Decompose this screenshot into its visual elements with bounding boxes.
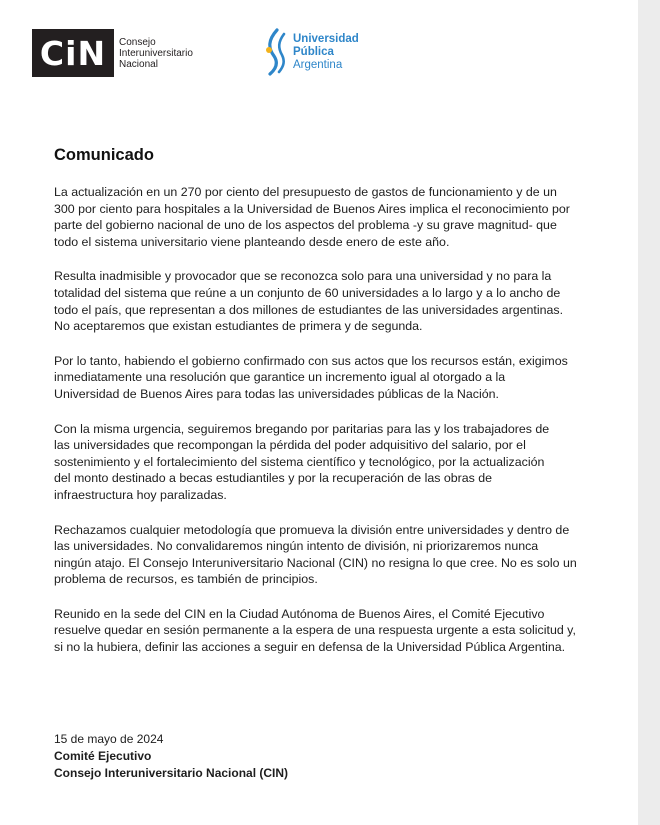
text-line: Con la misma urgencia, seguiremos bregando por paritarias para las y los trabajadores de [54,421,550,436]
document-date: 15 de mayo de 2024 [54,732,164,746]
paragraph [54,421,578,504]
committee-name: Comité Ejecutivo [54,749,152,763]
cin-logo-text [119,37,193,70]
text-line: totalidad del sistema que reúne a un conjunto de 60 universidades a lo largo y a lo ancho de [54,285,561,300]
text-line: inmediatamente una resolución que garantice un incremento igual al otorgado a la [54,370,506,385]
document-body [54,184,578,674]
text-line: resuelve quedar en sesión permanente a la espera de una respuesta urgente a esta solicitud y, [54,623,576,638]
text-line: todo el país, que representan a dos millones de estudiantes de las universidades argentinas. [54,302,564,317]
signature-block [54,731,288,782]
cin-name-line: Interuniversitario [119,47,193,59]
paragraph [54,606,578,656]
paragraph [54,522,578,588]
text-line: Reunido en la sede del CIN en la Ciudad Autónoma de Buenos Aires, el Comité Ejecutivo [54,606,545,621]
cin-name-line: Nacional [119,58,158,70]
text-line: La actualización en un 270 por ciento del presupuesto de gastos de funcionamiento y de un [54,185,557,199]
cin-logo [32,29,193,77]
viewer-background [638,0,660,825]
text-line: las universidades. No convalidaremos ningún intento de división, ni priorizaremos nunca [54,539,539,554]
cin-logo-mark: CiN [32,29,114,77]
universidad-publica-text [293,33,359,72]
text-line: si no la hubiera, definir las acciones a seguir en defensa de la Universidad Pública Argentina. [54,640,566,655]
text-line: todo el sistema universitario viene planteando desde enero de este año. [54,234,450,249]
upa-name-line: Universidad [293,32,359,45]
paragraph [54,268,578,334]
upa-name-line: Argentina [293,58,343,71]
paragraph [54,353,578,403]
paragraph [54,184,578,250]
text-line: No aceptaremos que existan estudiantes de primera y de segunda. [54,319,423,334]
text-line: ningún atajo. El Consejo Interuniversitario Nacional (CIN) no resigna lo que cree. No es solo un [54,555,577,570]
text-line: Resulta inadmisible y provocador que se reconozca solo para una universidad y no para la [54,269,552,284]
text-line: Rechazamos cualquier metodología que promueva la división entre universidades y dentro de [54,522,570,537]
cin-name-line: Consejo [119,36,156,48]
text-line: Por lo tanto, habiendo el gobierno confirmado con sus actos que los recursos están, exigimos [54,353,568,368]
universidad-publica-icon [264,28,288,76]
organization-name: Consejo Interuniversitario Nacional (CIN) [54,766,289,780]
text-line: sostenimiento y el fortalecimiento del sistema científico y tecnológico, por la actualización [54,454,545,469]
text-line: 300 por ciento para hospitales a la Universidad de Buenos Aires implica el reconocimiento por [54,201,570,216]
text-line: infraestructura hoy paralizadas. [54,487,227,502]
text-line: problema de recursos, es también de principios. [54,572,318,587]
text-line: del monto destinado a becas estudiantiles y por la recuperación de las obras de [54,471,493,486]
document-title: Comunicado [54,146,154,164]
text-line: parte del gobierno nacional de uno de los aspectos del problema -y su grave magnitud- que [54,218,557,233]
universidad-publica-logo [264,28,359,76]
text-line: Universidad de Buenos Aires para todas las universidades públicas de la Nación. [54,386,499,401]
text-line: las universidades que recompongan la pérdida del poder adquisitivo del salario, por el [54,438,526,453]
upa-name-line: Pública [293,45,334,58]
